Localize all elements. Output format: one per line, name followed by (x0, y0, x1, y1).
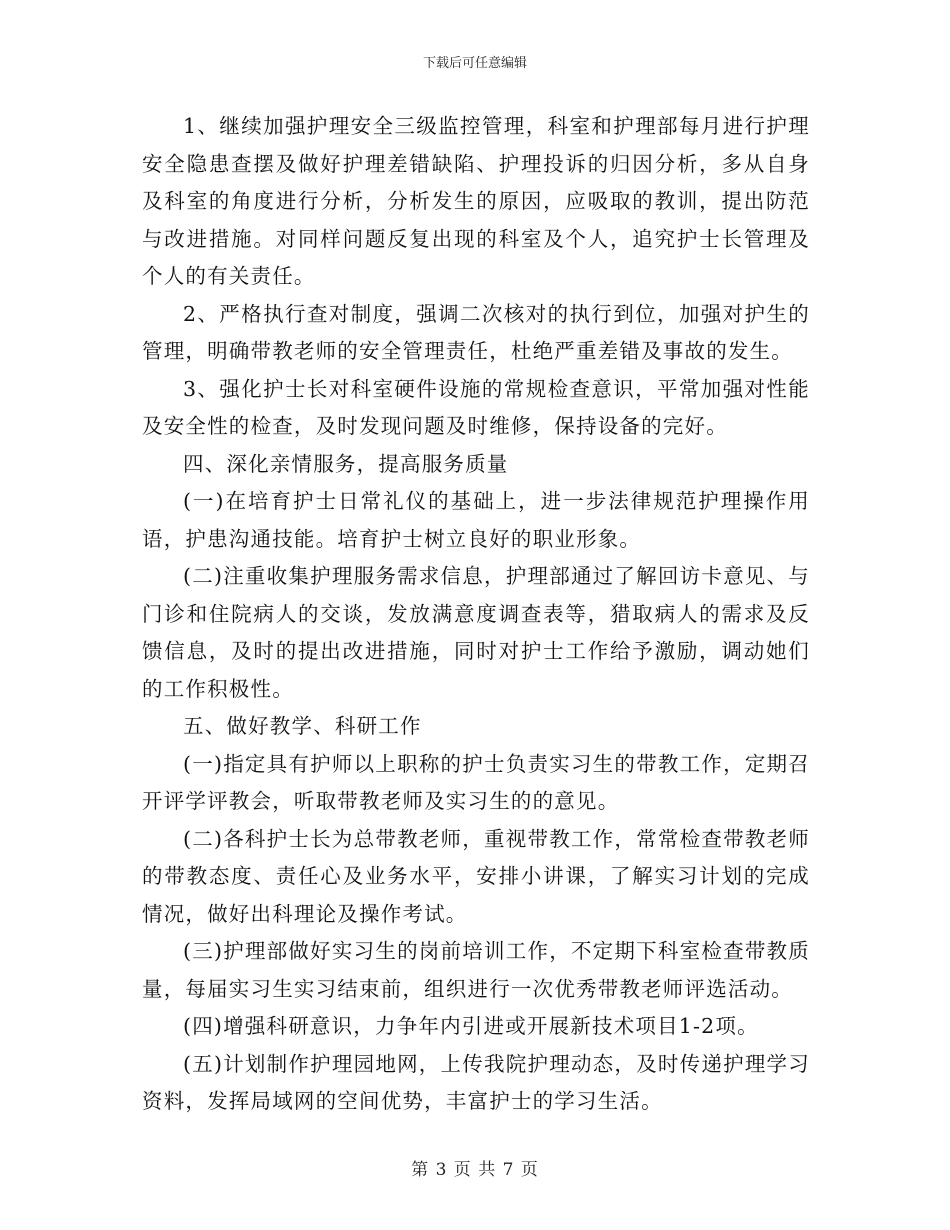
page-number: 第 3 页 共 7 页 (411, 1160, 539, 1180)
section-heading-5: 五、做好教学、科研工作 (183, 714, 422, 738)
paragraph-5-5: (五)计划制作护理园地网，上传我院护理动态，及时传递护理学习资料，发挥局域网的空间优势，丰富护士的学习生活。 (142, 1051, 810, 1113)
paragraph-5-1: (一)指定具有护师以上职称的护士负责实习生的带教工作，定期召开评学评教会，听取带教老师及实习生的的意见。 (142, 751, 810, 813)
paragraph-4-2: (二)注重收集护理服务需求信息，护理部通过了解回访卡意见、与门诊和住院病人的交谈，发放满意度调查表等，猎取病人的需求及反馈信息，及时的提出改进措施，同时对护士工作给予激励，调动她们的工作积极性。 (142, 564, 810, 701)
section-heading-4: 四、深化亲情服务，提高服务质量 (183, 451, 509, 476)
paragraph-1: 1、继续加强护理安全三级监控管理，科室和护理部每月进行护理安全隐患查摆及做好护理差错缺陷、护理投诉的归因分析，多从自身及科室的角度进行分析，分析发生的原因，应吸取的教训，提出防范与改进措施。对同样问题反复出现的科室及个人，追究护士长管理及个人的有关责任。 (142, 114, 810, 288)
paragraph-5-3: (三)护理部做好实习生的岗前培训工作，不定期下科室检查带教质量，每届实习生实习结束前，组织进行一次优秀带教老师评选活动。 (142, 939, 810, 1001)
document-body (142, 108, 810, 1121)
paragraph-3: 3、强化护士长对科室硬件设施的常规检查意识，平常加强对性能及安全性的检查，及时发现问题及时维修，保持设备的完好。 (142, 376, 810, 438)
paragraph-5-2: (二)各科护士长为总带教老师，重视带教工作，常常检查带教老师的带教态度、责任心及业务水平，安排小讲课，了解实习计划的完成情况，做好出科理论及操作考试。 (142, 826, 810, 926)
paragraph-4-1: (一)在培育护士日常礼仪的基础上，进一步法律规范护理操作用语，护患沟通技能。培育护士树立良好的职业形象。 (142, 489, 810, 551)
paragraph-5-4: (四)增强科研意识，力争年内引进或开展新技术项目1-2项。 (183, 1014, 759, 1038)
paragraph-2: 2、严格执行查对制度，强调二次核对的执行到位，加强对护生的管理，明确带教老师的安全管理责任，杜绝严重差错及事故的发生。 (142, 301, 810, 363)
page-header: 下载后可任意编辑 (422, 56, 527, 71)
